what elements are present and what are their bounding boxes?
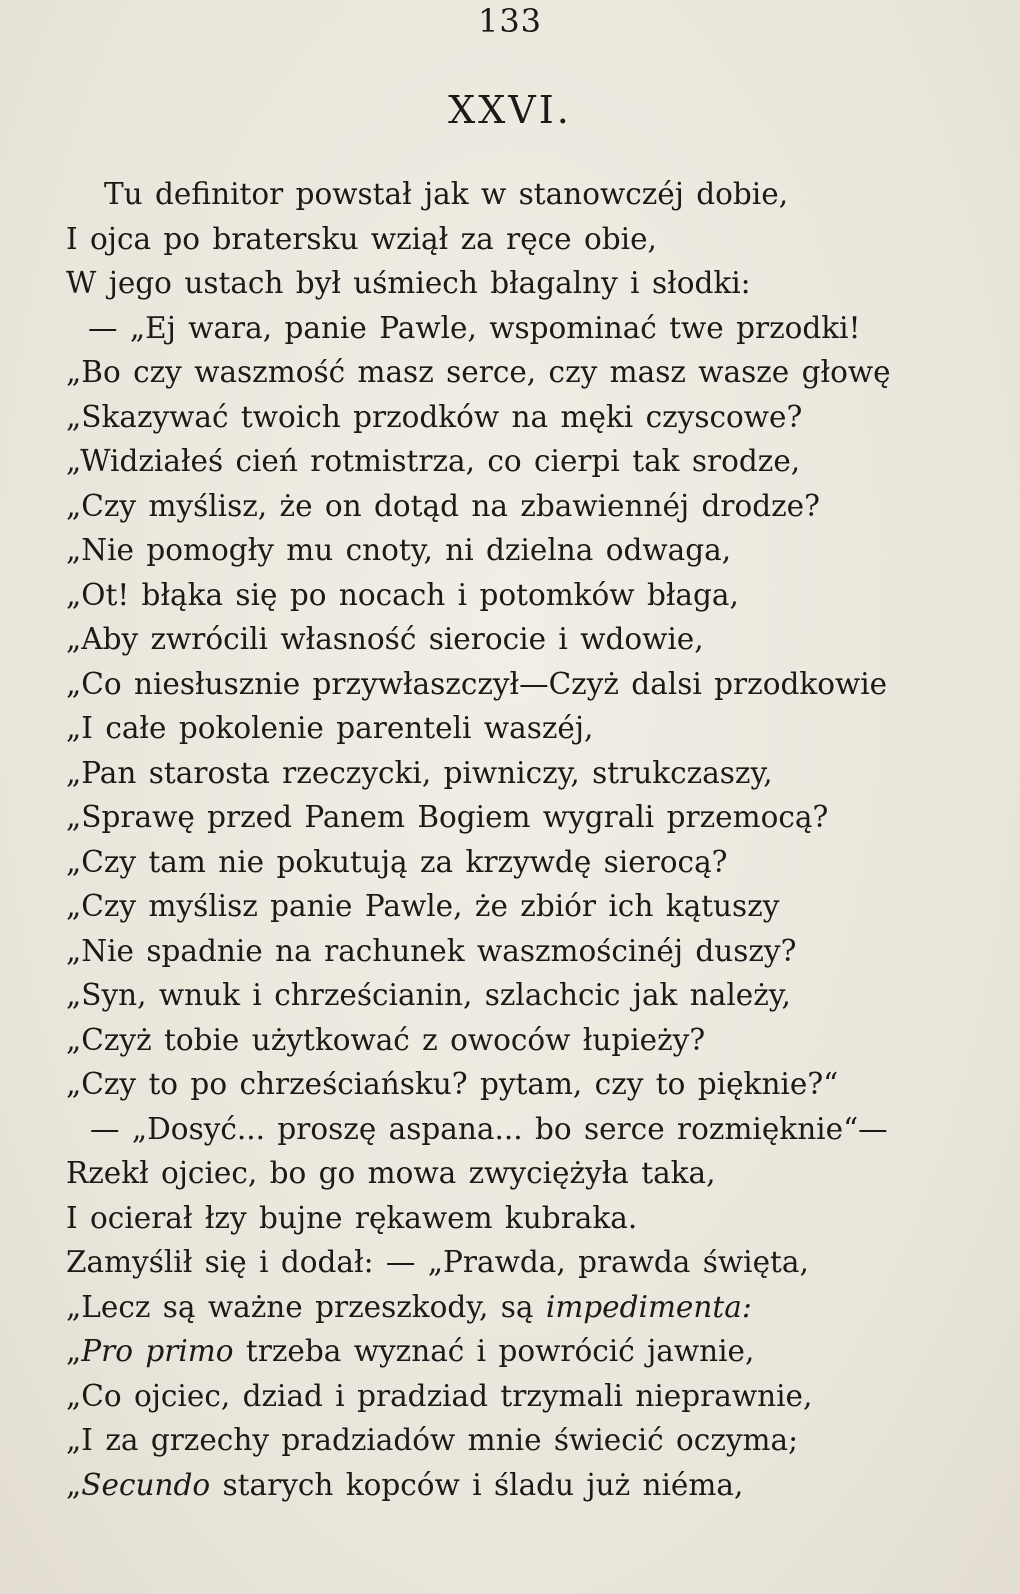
verse-line	[64, 929, 964, 974]
verse-line	[64, 1196, 964, 1241]
verse-line	[64, 1151, 964, 1196]
verse-segment: I ocierał łzy bujne rękawem kubraka.	[66, 1200, 638, 1235]
verse-line	[64, 1018, 964, 1063]
verse-segment: „I za grzechy pradziadów mnie świecić oczyma;	[66, 1423, 799, 1457]
verse-line	[64, 662, 964, 707]
verse-segment: — „Ej wara, panie Pawle, wspominać twe przodki!	[88, 310, 861, 345]
verse-line	[64, 573, 964, 618]
verse-segment: „Czy myślisz panie Pawle, że zbiór ich kątuszy	[66, 889, 780, 923]
verse-segment: „Czy to po chrześciańsku? pytam, czy to pięknie?“	[66, 1067, 839, 1101]
verse-line	[64, 973, 964, 1018]
poem-stanza	[64, 172, 964, 1507]
verse-line	[64, 350, 964, 395]
verse-segment: W jego ustach był uśmiech błagalny i słodki:	[66, 266, 751, 300]
verse-line	[64, 840, 964, 885]
verse-line	[64, 617, 964, 662]
verse-line	[64, 1329, 964, 1374]
verse-line	[64, 795, 964, 840]
verse-segment: „I całe pokolenie parenteli waszéj,	[66, 711, 594, 745]
verse-line	[64, 1285, 964, 1330]
verse-segment: „Syn, wnuk i chrześcianin, szlachcic jak należy,	[66, 978, 791, 1012]
verse-segment: „Czy tam nie pokutują za krzywdę sierocą?	[66, 844, 728, 879]
verse-segment: Rzekł ojciec, bo go mowa zwyciężyła taka,	[66, 1156, 716, 1190]
verse-segment: „Czy myślisz, że on dotąd na zbawiennéj drodze?	[66, 488, 820, 523]
verse-line	[64, 706, 964, 751]
verse-segment: „Nie pomogły mu cnoty, ni dzielna odwaga,	[66, 533, 732, 567]
verse-segment: „Aby zwrócili własność sierocie i wdowie,	[66, 622, 704, 656]
verse-segment: „Bo czy waszmość masz serce, czy masz wasze głowę	[66, 355, 891, 389]
verse-segment: „Ot! błąka się po nocach i potomków błaga,	[66, 577, 739, 612]
verse-segment: „Sprawę przed Panem Bogiem wygrali przemocą?	[66, 800, 829, 834]
verse-line	[64, 1107, 964, 1152]
verse-segment: I ojca po bratersku wziął za ręce obie,	[66, 221, 657, 256]
verse-line	[64, 439, 964, 484]
verse-segment: Zamyślił się i dodał: — „Prawda, prawda święta,	[66, 1245, 809, 1279]
verse-italic-segment: impedimenta:	[545, 1289, 752, 1324]
verse-segment: „Co ojciec, dziad i pradziad trzymali nieprawnie,	[66, 1378, 813, 1413]
verse-italic-segment: Secundo	[81, 1467, 211, 1502]
verse-line	[64, 528, 964, 573]
verse-italic-segment: Pro primo	[81, 1334, 234, 1368]
verse-line	[64, 395, 964, 440]
verse-segment: „	[66, 1334, 82, 1368]
verse-line	[64, 306, 964, 351]
verse-line	[64, 1240, 964, 1285]
verse-segment: „Widziałeś cień rotmistrza, co cierpi tak srodze,	[66, 444, 801, 478]
chapter-heading: XXVI.	[448, 88, 572, 132]
verse-segment: „Nie spadnie na rachunek waszmościnéj duszy?	[66, 933, 797, 968]
verse-line	[64, 217, 964, 262]
verse-segment: „Co niesłusznie przywłaszczył—Czyż dalsi przodkowie	[66, 666, 888, 701]
verse-segment: starych kopców i śladu już niéma,	[210, 1467, 744, 1502]
verse-line	[64, 884, 964, 929]
verse-segment: „Pan starosta rzeczycki, piwniczy, strukczaszy,	[66, 755, 773, 790]
verse-segment: — „Dosyć... proszę aspana... bo serce rozmięknie“—	[90, 1111, 888, 1146]
verse-segment: trzeba wyznać i powrócić jawnie,	[233, 1334, 755, 1368]
verse-segment: „	[66, 1467, 82, 1502]
verse-line	[64, 751, 964, 796]
verse-line	[64, 172, 964, 217]
verse-segment: Tu definitor powstał jak w stanowczéj dobie,	[104, 177, 789, 211]
page-number: 133	[477, 2, 543, 40]
verse-line	[64, 1418, 964, 1463]
verse-segment: „Skazywać twoich przodków na męki czyscowe?	[66, 399, 803, 434]
verse-segment: „Czyż tobie użytkować z owoców łupieży?	[66, 1022, 706, 1057]
verse-line	[64, 261, 964, 306]
verse-line	[64, 1463, 964, 1508]
verse-line	[64, 484, 964, 529]
verse-line	[64, 1062, 964, 1107]
verse-line	[64, 1374, 964, 1419]
verse-segment: „Lecz są ważne przeszkody, są	[66, 1289, 546, 1324]
